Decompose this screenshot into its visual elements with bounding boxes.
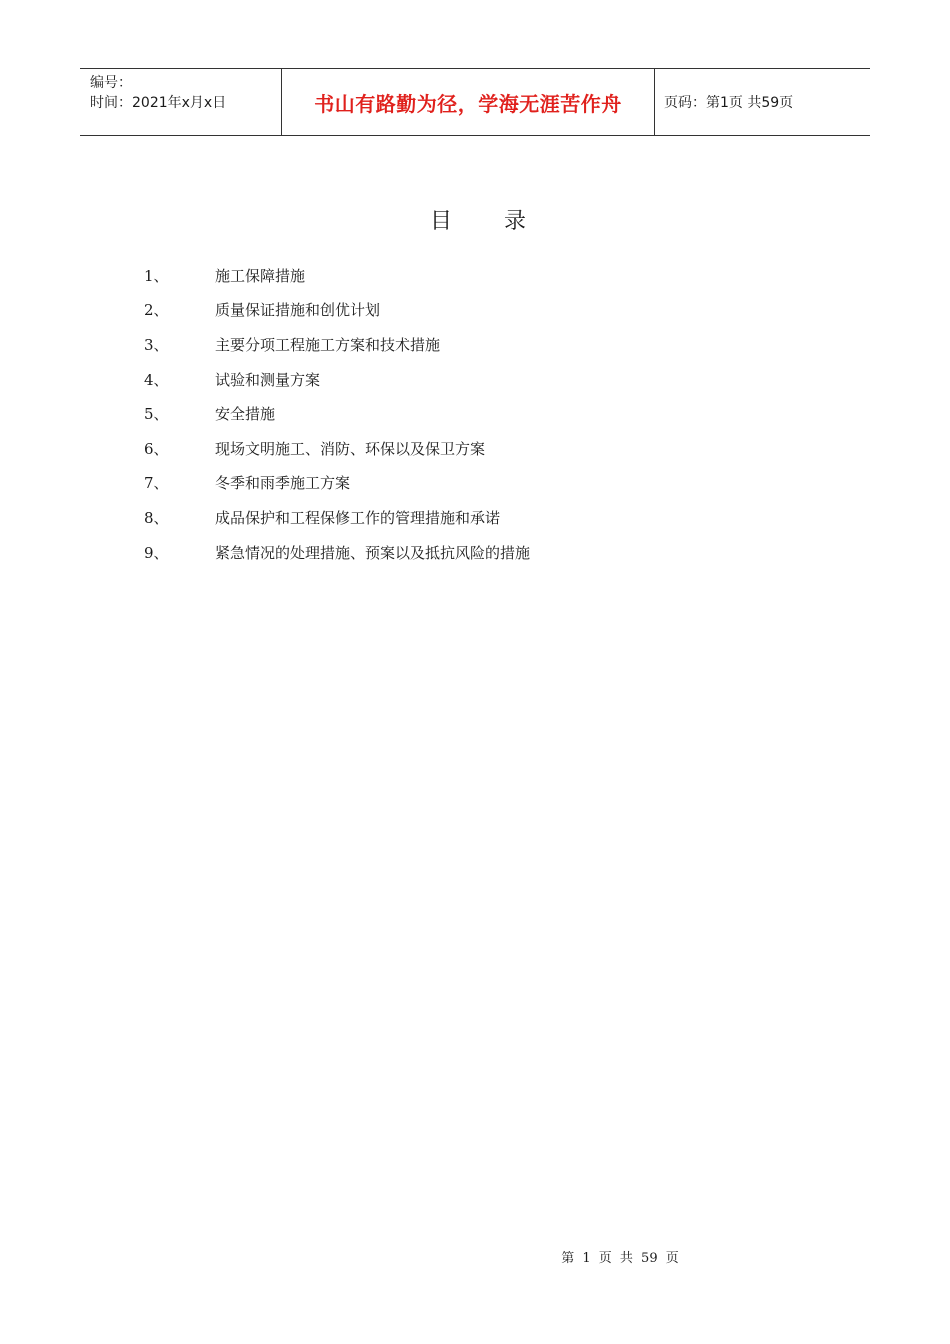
toc-item[interactable] — [144, 500, 530, 535]
toc-item-number: 6、 — [144, 439, 169, 458]
toc-item-text: 现场文明施工、消防、环保以及保卫方案 — [215, 439, 486, 458]
header-page-cell — [655, 69, 870, 135]
toc-item-number: 3、 — [144, 335, 169, 354]
toc-item-number: 2、 — [144, 301, 169, 320]
page-header — [80, 68, 870, 136]
toc-item[interactable] — [144, 396, 530, 431]
toc-item-number: 8、 — [144, 508, 169, 527]
toc-item-number: 5、 — [144, 405, 169, 424]
page-info: 页码：第1页 共59页 — [664, 95, 794, 111]
toc-item[interactable] — [144, 466, 530, 501]
toc-item-text: 质量保证措施和创优计划 — [215, 301, 381, 320]
time-label: 时间：2021年x月x日 — [90, 95, 227, 111]
toc-item[interactable] — [144, 327, 530, 362]
header-motto-cell — [282, 69, 655, 135]
serial-label: 编号： — [90, 75, 132, 91]
toc-item-text: 试验和测量方案 — [215, 370, 321, 389]
toc-item-number: 9、 — [144, 543, 169, 562]
toc-item-text: 主要分项工程施工方案和技术措施 — [215, 335, 441, 354]
toc-item-number: 1、 — [144, 266, 169, 285]
page-footer: 第 1 页 共 59 页 — [561, 1251, 679, 1266]
toc-item-text: 冬季和雨季施工方案 — [215, 474, 351, 493]
toc-item-number: 4、 — [144, 370, 169, 389]
toc-item[interactable] — [144, 535, 530, 570]
motto-text: 书山有路勤为径，学海无涯苦作舟 — [314, 91, 622, 116]
header-meta-cell — [80, 69, 282, 135]
toc-list — [144, 258, 530, 569]
toc-item-text: 安全措施 — [215, 405, 276, 424]
toc-item[interactable] — [144, 293, 530, 328]
toc-title: 目录 — [429, 209, 578, 234]
toc-item-text: 施工保障措施 — [215, 266, 306, 285]
toc-item[interactable] — [144, 431, 530, 466]
toc-item-text: 紧急情况的处理措施、预案以及抵抗风险的措施 — [215, 543, 531, 562]
toc-item-text: 成品保护和工程保修工作的管理措施和承诺 — [215, 508, 501, 527]
toc-item[interactable] — [144, 258, 530, 293]
toc-item-number: 7、 — [144, 474, 169, 493]
toc-item[interactable] — [144, 362, 530, 397]
